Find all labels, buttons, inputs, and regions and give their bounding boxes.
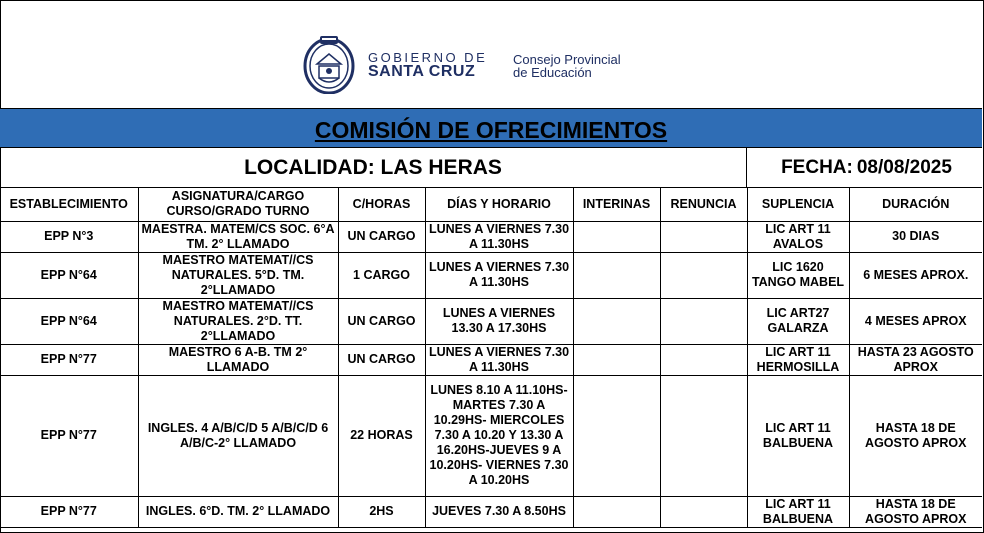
cell-renuncia [660,252,747,298]
col-duracion: DURACIÓN [849,188,982,221]
cell-suplencia: LIC 1620 TANGO MABEL [747,252,849,298]
council-name-line2: de Educación [513,65,592,80]
localidad: LOCALIDAD: LAS HERAS [0,148,747,187]
letterhead [0,0,982,108]
col-establecimiento: ESTABLECIMIENTO [0,188,138,221]
cell-suplencia: LIC ART 11 BALBUENA [747,496,849,527]
cell-interinas [573,375,660,496]
table-row [0,344,982,375]
cell-duracion: HASTA 18 DE AGOSTO APROX [849,375,982,496]
col-horas: C/HORAS [338,188,425,221]
cell-interinas [573,344,660,375]
cell-horario: LUNES A VIERNES 7.30 A 11.30HS [425,221,573,252]
cell-interinas [573,496,660,527]
title-band [0,108,982,148]
cell-suplencia: LIC ART 11 HERMOSILLA [747,344,849,375]
cell-asignatura: MAESTRO 6 A-B. TM 2° LLAMADO [138,344,338,375]
fecha-value: 08/08/2025 [856,157,952,178]
cell-duracion: 6 MESES APROX. [849,252,982,298]
cell-interinas [573,221,660,252]
cell-horas: UN CARGO [338,298,425,344]
cell-asignatura: MAESTRO MATEMAT//CS NATURALES. 2°D. TT. 2°LLAMADO [138,298,338,344]
offers-table [0,188,982,528]
cell-horas: 22 HORAS [338,375,425,496]
cell-renuncia [660,344,747,375]
government-name-line2: SANTA CRUZ [368,63,476,80]
cell-asignatura: MAESTRO MATEMAT//CS NATURALES. 5°D. TM. 2°LLAMADO [138,252,338,298]
cell-asignatura: MAESTRA. MATEM/CS SOC. 6°A TM. 2° LLAMADO [138,221,338,252]
table-row [0,375,982,496]
cell-duracion: HASTA 18 DE AGOSTO APROX [849,496,982,527]
cell-duracion: 30 DIAS [849,221,982,252]
fecha-label: FECHA: [781,157,853,178]
cell-horario: LUNES A VIERNES 7.30 A 11.30HS [425,252,573,298]
cell-establecimiento: EPP N°77 [0,375,138,496]
cell-renuncia [660,375,747,496]
cell-horario: JUEVES 7.30 A 8.50HS [425,496,573,527]
col-horario: DÍAS Y HORARIO [425,188,573,221]
col-interinas: INTERINAS [573,188,660,221]
col-suplencia: SUPLENCIA [747,188,849,221]
cell-horas: 2HS [338,496,425,527]
government-name-line1: GOBIERNO DE [368,50,488,65]
provincial-seal-icon [303,34,355,94]
cell-interinas [573,298,660,344]
cell-asignatura: INGLES. 6°D. TM. 2° LLAMADO [138,496,338,527]
cell-duracion: 4 MESES APROX [849,298,982,344]
col-renuncia: RENUNCIA [660,188,747,221]
cell-suplencia: LIC ART27 GALARZA [747,298,849,344]
document-title: COMISIÓN DE OFRECIMIENTOS [314,117,668,143]
cell-horas: UN CARGO [338,344,425,375]
cell-asignatura: INGLES. 4 A/B/C/D 5 A/B/C/D 6 A/B/C-2° LLAMADO [138,375,338,496]
table-row [0,298,982,344]
col-asignatura: ASIGNATURA/CARGO CURSO/GRADO TURNO [138,188,338,221]
cell-renuncia [660,221,747,252]
cell-renuncia [660,298,747,344]
cell-establecimiento: EPP N°3 [0,221,138,252]
cell-horas: 1 CARGO [338,252,425,298]
cell-establecimiento: EPP N°64 [0,252,138,298]
cell-interinas [573,252,660,298]
cell-horario: LUNES 8.10 A 11.10HS- MARTES 7.30 A 10.29HS- MIERCOLES 7.30 A 10.20 Y 13.30 A 16.20HS-JUEVES 9 A 10.20HS- VIERNES 7.30 A 10.20HS [425,375,573,496]
cell-renuncia [660,496,747,527]
fecha [747,148,982,187]
council-name [513,53,621,79]
cell-establecimiento: EPP N°64 [0,298,138,344]
table-header-row [0,188,982,221]
cell-establecimiento: EPP N°77 [0,496,138,527]
cell-horario: LUNES A VIERNES 7.30 A 11.30HS [425,344,573,375]
cell-suplencia: LIC ART 11 AVALOS [747,221,849,252]
cell-duracion: HASTA 23 AGOSTO APROX [849,344,982,375]
table-row [0,221,982,252]
cell-establecimiento: EPP N°77 [0,344,138,375]
table-row [0,496,982,527]
cell-suplencia: LIC ART 11 BALBUENA [747,375,849,496]
table-row [0,252,982,298]
location-date-row [0,148,982,188]
cell-horas: UN CARGO [338,221,425,252]
council-name-line1: Consejo Provincial [513,52,621,67]
cell-horario: LUNES A VIERNES 13.30 A 17.30HS [425,298,573,344]
